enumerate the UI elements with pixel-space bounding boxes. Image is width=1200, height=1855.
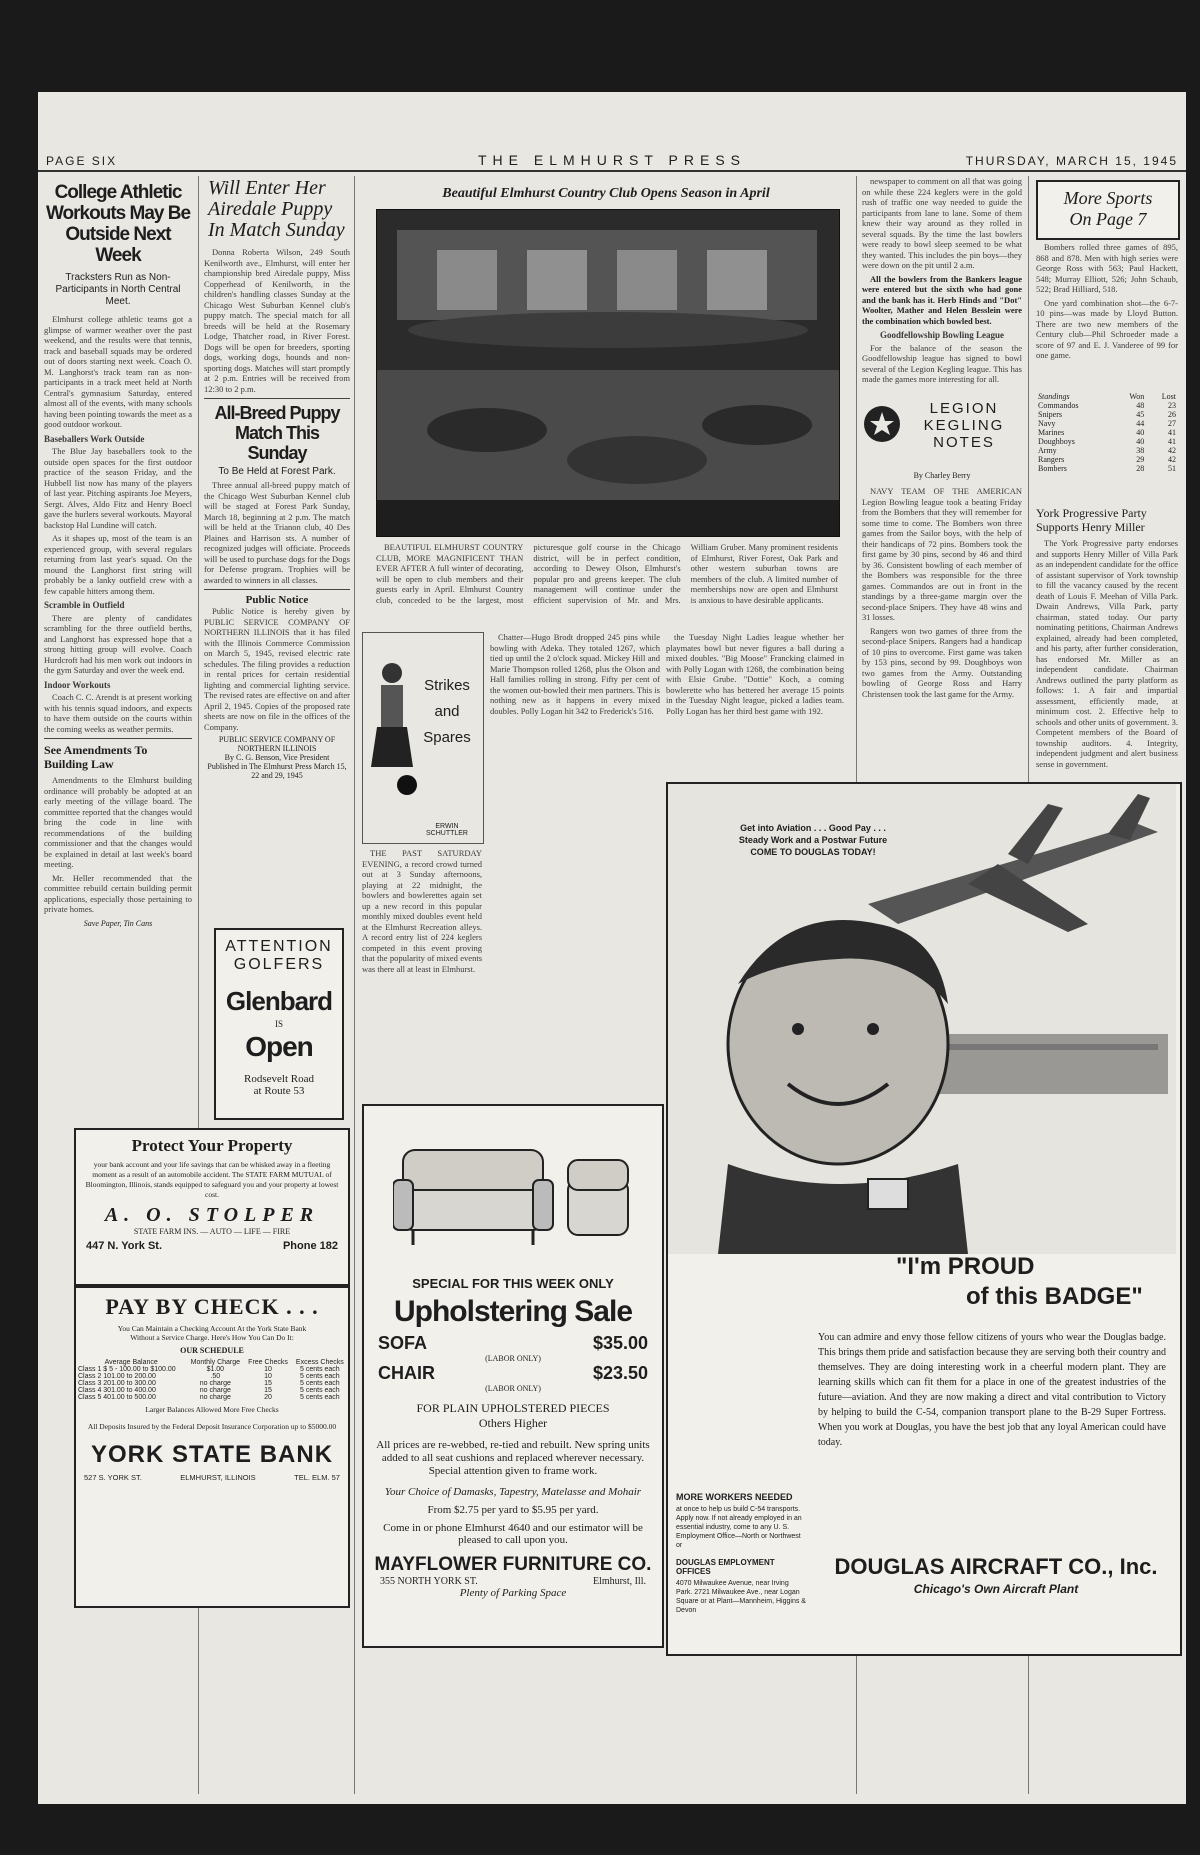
strikes-word: Strikes bbox=[424, 677, 470, 694]
article-paragraph: the Tuesday Night Ladies league whether her playmates bowl but never figures a ball during a mixed doubles. "Big Moose" Francking claimed in with Polly Logan with 1268, the combination being with Elsie Grube. "Dottie" Koch, a coming bowlerette who has bettered her average 15 points in the Tuesday Night league, picked a ladies team. Polly Logan has her third best game with 192. bbox=[666, 632, 844, 716]
puppy-articles bbox=[204, 176, 350, 921]
bank-phone: TEL. ELM. 57 bbox=[294, 1473, 340, 1482]
article-paragraph: The Blue Jay baseballers took to the outside open spaces for the first outdoor practice of the season Friday, and the Hubbell list now has many of the players of last year. Pitching aspirants Joe Meyers, Sergt. Alves, Aldo Fitz and Henry Boecl gave the hurlers several workouts. Mayoral backstop Hal Lundine will catch. bbox=[44, 446, 192, 530]
check-line-2: Without a Service Charge. Here's How You Can Do It: bbox=[130, 1333, 294, 1342]
article-subheading: Indoor Workouts bbox=[44, 679, 111, 690]
schedule-class: Class 3 201.00 to 300.00 bbox=[78, 1380, 156, 1387]
article-paragraph: As it shapes up, most of the team is an experienced group, with several regulars returning from last year's squad. On the mound the Langhorst first string will probably be a lanky outfield crew with a few capable hitters among them. bbox=[44, 533, 192, 596]
worker-portrait-icon bbox=[718, 920, 968, 1254]
article-paragraph: Amendments to the Elmhurst building ordinance will probably be adopted at an early meeting of the village board. The committee reported that the changes would bring the code in line with recommendations of the building commissioner and that the changes would be explained in detail at last week's board meeting. bbox=[44, 775, 192, 869]
schedule-free: 15 bbox=[264, 1380, 272, 1387]
team-lost: 41 bbox=[1168, 428, 1176, 437]
upholstery-details: All prices are re-webbed, re-tied and rebuilt. New spring units added to all seat cushions and replaced wherever necessary. Special attention given to frame work. bbox=[376, 1439, 650, 1477]
mayflower-address: 355 NORTH YORK ST. bbox=[380, 1576, 478, 1587]
schedule-excess: 5 cents each bbox=[300, 1387, 340, 1394]
photo-caption-text: Beautiful Elmhurst Country Club Opens Season in April bbox=[442, 186, 770, 201]
team-name: Army bbox=[1038, 446, 1057, 455]
article-paragraph: Coach C. C. Arendt is at present working with his tennis squad indoors, and expects to have them outside on the courts within the coming weeks as weather permits. bbox=[44, 692, 192, 734]
ad-glenbard: Glenbard bbox=[225, 986, 333, 1016]
spares-word: Spares bbox=[423, 729, 471, 746]
schedule-class: Class 5 401.00 to 500.00 bbox=[78, 1394, 156, 1401]
state-farm-ad bbox=[74, 1128, 350, 1286]
york-state-bank-ad bbox=[74, 1286, 350, 1608]
schedule-charge: no charge bbox=[199, 1387, 231, 1394]
sofa-price-row bbox=[364, 1333, 662, 1354]
ad-golfers: GOLFERS bbox=[233, 956, 325, 973]
article-subheading: Baseballers Work Outside bbox=[44, 433, 145, 444]
chair-price-row bbox=[364, 1363, 662, 1384]
team-won: 29 bbox=[1136, 455, 1145, 464]
strikes-column-text-2 bbox=[490, 632, 660, 912]
york-headline: York Progressive Party Supports Henry Miller bbox=[1036, 506, 1147, 534]
aviation-line-1: Get into Aviation . . . Good Pay . . . bbox=[740, 823, 886, 833]
divider bbox=[44, 738, 192, 739]
team-won: 28 bbox=[1136, 464, 1145, 473]
check-note: Larger Balances Allowed More Free Checks bbox=[145, 1405, 279, 1414]
team-won: 45 bbox=[1136, 410, 1145, 419]
team-lost: 27 bbox=[1168, 419, 1176, 428]
schedule-col: Average Balance bbox=[104, 1359, 158, 1366]
ad-open: Open bbox=[245, 1031, 313, 1062]
table-row bbox=[1036, 446, 1178, 455]
team-name: Doughboys bbox=[1038, 437, 1075, 446]
bank-name: YORK STATE BANK bbox=[90, 1441, 334, 1468]
fabric-choice-line: Your Choice of Damasks, Tapestry, Matelasse and Mohair bbox=[384, 1486, 642, 1498]
sofa-price: $35.00 bbox=[592, 1333, 648, 1353]
workers-heading: MORE WORKERS NEEDED bbox=[676, 1492, 793, 1502]
offices-body: 4070 Milwaukee Avenue, near Irving Park. 2721 Milwaukee Ave., near Logan Square or at Plant—Mannheim, Higgins & Devon bbox=[676, 1580, 806, 1614]
team-won: 48 bbox=[1136, 401, 1145, 410]
schedule-free: 20 bbox=[264, 1394, 272, 1401]
agent-name: A. O. STOLPER bbox=[104, 1204, 320, 1226]
country-club-photo bbox=[376, 209, 840, 537]
more-sports-box bbox=[1036, 180, 1180, 240]
labor-only-note: (LABOR ONLY) bbox=[485, 1354, 541, 1363]
team-name: Navy bbox=[1038, 419, 1056, 428]
article-headline: College Athletic Workouts May Be Outside Next Week bbox=[45, 182, 191, 266]
more-sports-page: On Page 7 bbox=[1069, 209, 1147, 229]
puppy-match-headline: All-Breed Puppy Match This Sunday bbox=[214, 403, 340, 463]
newspaper-page bbox=[38, 92, 1186, 1804]
team-won: 40 bbox=[1136, 428, 1145, 437]
team-won: 44 bbox=[1136, 419, 1145, 428]
factory-building-icon bbox=[928, 1034, 1168, 1094]
article-paragraph: There are plenty of candidates scrambling for the three outfield berths, and Langhorst has expressed hope that a strong hitting group will evolve. Coach Hurdcroft had his men work out indoors in the gym Saturday and over the week end. bbox=[44, 612, 192, 675]
schedule-charge: $1.00 bbox=[206, 1366, 225, 1373]
schedule-charge: no charge bbox=[199, 1380, 231, 1387]
article-subheading: Goodfellowship Bowling League bbox=[879, 330, 1005, 340]
team-lost: 51 bbox=[1168, 464, 1176, 473]
upholstering-sale-title: Upholstering Sale bbox=[393, 1295, 633, 1328]
schedule-excess: 5 cents each bbox=[300, 1380, 340, 1387]
phone-line: Come in or phone Elmhurst 4640 and our estimator will be pleased to call upon you. bbox=[383, 1522, 643, 1546]
mayflower-name: MAYFLOWER FURNITURE CO. bbox=[374, 1554, 652, 1575]
notice-signature: By C. G. Benson, Vice President bbox=[224, 753, 330, 762]
notice-publication: Published in The Elmhurst Press March 15, 22 and 29, 1945 bbox=[207, 762, 347, 780]
agent-contact-row bbox=[76, 1240, 348, 1252]
bowling-column bbox=[862, 176, 1022, 396]
public-notice-title: Public Notice bbox=[245, 594, 309, 606]
bank-address: 527 S. YORK ST. bbox=[84, 1473, 142, 1482]
schedule-class: Class 2 101.00 to 200.00 bbox=[78, 1373, 156, 1380]
article-paragraph: Elmhurst college athletic teams got a glimpse of warmer weather over the past weekend, and the results were that tennis, track and baseball squads may be ordered out of doors starting next week. Coach O. M. Langhorst's track team ran as non-participants in a track meet held at North Central's gymnasium Saturday, entered almost all of the events, with many schools having been pointing towards the meet as a good outdoor workout. bbox=[44, 314, 192, 429]
table-row bbox=[76, 1387, 348, 1394]
parking-line: Plenty of Parking Space bbox=[459, 1587, 567, 1599]
strikes-and-spares-logo bbox=[362, 632, 484, 844]
table-row bbox=[1036, 428, 1178, 437]
schedule-col: Free Checks bbox=[248, 1359, 288, 1366]
article-paragraph: Chatter—Hugo Brodt dropped 245 pins while bowling with Adeka. They totaled 1267, which tied up until the 2 o'clock squad. Mickey Hill and Marie Thompson rolled 1268, plus the Olson and Hall families rolling in strong. Fifty per cent of the women out-bowled their men partners. This is nothing new as it happens in every mixed doubles. Polly Logan hit 342 to Frederick's 516. bbox=[490, 632, 660, 716]
team-lost: 42 bbox=[1168, 455, 1176, 464]
sofa-label: SOFA bbox=[378, 1333, 428, 1353]
standings-col-won: Won bbox=[1129, 392, 1145, 401]
schedule-col: Excess Checks bbox=[295, 1359, 344, 1366]
article-paragraph: Mr. Heller recommended that the committee rebuild certain building permit applications, especially those pertaining to private homes. bbox=[44, 872, 192, 914]
table-row bbox=[1036, 410, 1178, 419]
legion-kegling-column bbox=[862, 486, 1022, 776]
mayflower-upholstery-ad bbox=[362, 1104, 664, 1648]
article-subheading: Scramble in Outfield bbox=[44, 600, 125, 610]
plain-pieces-line: FOR PLAIN UPHOLSTERED PIECES bbox=[416, 1401, 610, 1415]
schedule-free: 10 bbox=[264, 1366, 272, 1373]
table-row bbox=[1036, 464, 1178, 473]
legion-byline: By Charley Berry bbox=[913, 471, 971, 480]
table-row bbox=[1036, 401, 1178, 410]
workers-needed-box bbox=[676, 1492, 806, 1615]
strikes-column-text bbox=[362, 848, 482, 1098]
team-name: Marines bbox=[1038, 428, 1065, 437]
fdic-line: All Deposits Insured by the Federal Deposit Insurance Corporation up to $5000.00 bbox=[87, 1422, 337, 1431]
article-paragraph: Rangers won two games of three from the second-place Snipers. Rangers had a handicap of 10 pins to overcome. First game was taken by 153 pins, second by 99. Doughboys won two games from the Army. Outstanding bowling of George Ross and Harry Christensen took the last game for the Army. bbox=[862, 625, 1022, 699]
table-row bbox=[76, 1373, 348, 1380]
table-row bbox=[1036, 455, 1178, 464]
team-lost: 41 bbox=[1168, 437, 1176, 446]
article-paragraph: All the bowlers from the Bankers league were entered but the sixth who had gone and the bank has it. Herb Hinds and "Dot" Woolter, Mather and Helen Besslein were the combination which bowled best. bbox=[862, 273, 1022, 326]
building-law-headline: See Amendments To Building Law bbox=[44, 743, 148, 771]
proud-line-1: "I'm PROUD bbox=[896, 1253, 1035, 1280]
team-lost: 26 bbox=[1168, 410, 1176, 419]
page-number: PAGE SIX bbox=[46, 154, 118, 168]
proud-headline bbox=[876, 1252, 1176, 1312]
chair-price: $23.50 bbox=[592, 1363, 648, 1383]
check-line-1: You Can Maintain a Checking Account At the York State Bank bbox=[117, 1324, 307, 1333]
ad-attention: ATTENTION bbox=[225, 938, 333, 955]
table-row bbox=[76, 1366, 348, 1373]
divider bbox=[204, 589, 350, 590]
york-progressive-article bbox=[1036, 506, 1178, 776]
column-byline: ERWIN SCHUTTLER bbox=[425, 823, 468, 837]
agent-address: 447 N. York St. bbox=[86, 1240, 163, 1252]
legion-title-3: NOTES bbox=[933, 434, 995, 451]
chair-label: CHAIR bbox=[378, 1363, 435, 1383]
sofa-and-chair-illustration bbox=[393, 1120, 633, 1270]
article-paragraph: One yard combination shot—the 6-7-10 pins—was made by Lloyd Button. There are two new members of the Century club—Phil Schroeder made a score of 97 and E. J. Vanderee of 99 for one game. bbox=[1036, 297, 1178, 360]
agent-phone: Phone 182 bbox=[282, 1240, 338, 1252]
ad-route: at Route 53 bbox=[253, 1085, 305, 1097]
team-name: Commandos bbox=[1038, 401, 1079, 410]
public-notice-body: Public Notice is hereby given by PUBLIC SERVICE COMPANY OF NORTHERN ILLINOIS that it has filed with the Illinois Commerce Commission on March 5, 1945, revised electric rate schedules. The filing provides a reduction in rental prices for certain residential lighting and commercial lighting service. The revised rates are effective on and after April 2, 1945. Copies of the proposed rate sheets are now on file in the offices of the Company. bbox=[204, 606, 350, 732]
college-athletic-article bbox=[44, 176, 192, 1016]
schedule-charge: no charge bbox=[199, 1394, 231, 1401]
douglas-signature bbox=[818, 1554, 1174, 1596]
article-paragraph: newspaper to comment on all that was going on while these 224 keglers were in the gold rush of traffic one way needed to guide the participants from lane to lane. Some of them knew their way around as they rolled in several squads. By the time the last bowlers were ready to bowl sleep seemed to be what they wanted. This includes the pin boys—they were down on the pit until 2 a.m. bbox=[862, 176, 1022, 270]
price-range-line: From $2.75 per yard to $5.95 per yard. bbox=[427, 1504, 599, 1516]
article-subhead: Tracksters Run as Non-Participants in North Central Meet. bbox=[55, 272, 181, 307]
glenbard-golf-ad bbox=[214, 928, 344, 1120]
aviation-line-2: Steady Work and a Postwar Future bbox=[738, 835, 888, 845]
team-lost: 42 bbox=[1168, 446, 1176, 455]
standings-table bbox=[1036, 392, 1178, 502]
team-won: 40 bbox=[1136, 437, 1145, 446]
protect-title: Protect Your Property bbox=[131, 1136, 293, 1155]
bank-city: ELMHURST, ILLINOIS bbox=[180, 1473, 256, 1482]
aviation-line-3: COME TO DOUGLAS TODAY! bbox=[750, 847, 876, 857]
douglas-tagline: Chicago's Own Aircraft Plant bbox=[913, 1582, 1079, 1596]
offices-heading: DOUGLAS EMPLOYMENT OFFICES bbox=[676, 1558, 775, 1576]
table-row bbox=[1036, 437, 1178, 446]
others-higher-line: Others Higher bbox=[478, 1416, 548, 1430]
legion-title-1: LEGION bbox=[929, 400, 999, 417]
article-paragraph: Donna Roberta Wilson, 249 South Kenilworth ave., Elmhurst, will enter her championship bred Airedale puppy, Miss Copperhead of Kenilworth, in the children's handling classes Sunday at the Chicago West Suburban Kennel club's puppy match. The special match for all breeds will be held at the Rosemary Lodge, Thatcher road, in River Forest. Dogs will be open for breeders, sporting dogs, working dogs, hounds and non-sporting dogs. Matches will start promptly at 2 p.m. Entries will be received from 12:30 to 2 p.m. bbox=[204, 247, 350, 394]
team-lost: 23 bbox=[1168, 401, 1176, 410]
bank-address-row bbox=[76, 1473, 348, 1482]
and-word: and bbox=[434, 703, 460, 720]
legion-emblem-icon bbox=[862, 404, 902, 444]
article-paragraph: NAVY TEAM OF THE AMERICAN Legion Bowling league took a beating Friday from the Bombers that they will remember for some time to come. The Bombers won three games from the Sailor boys, with the help of their handicaps of 72 pins. Bombers took the first game by 30 pins, second by 46 and third by 36. Consistent bowling of each member of the Bombers was responsible for the three games. Commandos are out in front in the standings by a three-game margin over the second-place Snipers. They have 48 wins and 31 losses. bbox=[862, 486, 1022, 622]
labor-only-note: (LABOR ONLY) bbox=[485, 1384, 541, 1393]
column-rule bbox=[354, 176, 355, 1794]
table-row bbox=[1036, 419, 1178, 428]
table-row bbox=[76, 1394, 348, 1401]
douglas-aircraft-ad bbox=[666, 782, 1182, 1656]
divider bbox=[204, 398, 350, 399]
article-paragraph: For the balance of the season the Goodfellowship league has signed to bowl several of the Legion Kegling league. This has made the games more interesting for all. bbox=[862, 342, 1022, 384]
schedule-class: Class 1 $ 5 - 100.00 to $100.00 bbox=[78, 1366, 176, 1373]
agent-lines: STATE FARM INS. — AUTO — LIFE — FIRE bbox=[133, 1227, 291, 1236]
douglas-company-name: DOUGLAS AIRCRAFT CO., Inc. bbox=[834, 1554, 1158, 1579]
douglas-body: You can admire and envy those fellow citizens of yours who wear the Douglas badge. This brings them pride and satisfaction because they are serving both their country and themselves. They are doing interesting work in a cheerful modern plant. They are learning skills which can fit them for a place in one of the greatest industries of the future—aviation. And they are now making a direct and vital contribution to Victory by helping to build the C-54, companion transport plane to the B-29 Super Fortress. When you work at Douglas, you have the best job that any loyal American could have today. bbox=[818, 1332, 1166, 1448]
schedule-heading: OUR SCHEDULE bbox=[180, 1346, 244, 1355]
masthead bbox=[38, 150, 1186, 172]
legion-kegling-header bbox=[862, 398, 1022, 482]
more-sports-line: More Sports bbox=[1063, 188, 1153, 208]
article-paragraph: Three annual all-breed puppy match of the Chicago West Suburban Kennel club will be staged at Forest Park Sunday, March 18, beginning at 2 p.m. The match will be held at the Trianon club, 40 Des Plaines and Harrison sts. A number of recognized judges will officiate. Proceeds will be used to purchase dogs for the Dogs for Defense program. Trophies will be awarded to winners in all classes. bbox=[204, 480, 350, 585]
mayflower-city: Elmhurst, Ill. bbox=[592, 1576, 646, 1587]
notice-company: PUBLIC SERVICE COMPANY OF NORTHERN ILLINOIS bbox=[218, 735, 336, 753]
standings-col-lost: Lost bbox=[1161, 392, 1176, 401]
special-week-banner: SPECIAL FOR THIS WEEK ONLY bbox=[412, 1276, 614, 1291]
filler-line: Save Paper, Tin Cans bbox=[83, 918, 153, 928]
photo-caption bbox=[362, 184, 850, 204]
team-name: Snipers bbox=[1038, 410, 1062, 419]
schedule-charge: .50 bbox=[210, 1373, 221, 1380]
aviation-callout bbox=[728, 822, 898, 858]
schedule-col: Monthly Charge bbox=[190, 1359, 241, 1366]
bowling-results-column bbox=[1036, 242, 1178, 392]
bowler-figure-icon bbox=[367, 657, 417, 807]
standings-heading: Standings bbox=[1038, 392, 1070, 401]
issue-date: THURSDAY, MARCH 15, 1945 bbox=[965, 154, 1178, 168]
schedule-free: 15 bbox=[264, 1387, 272, 1394]
charge-schedule-table bbox=[76, 1359, 348, 1401]
protect-body: your bank account and your life savings that can be whisked away in a fleeting moment as a result of an automobile accident. The STATE FARM MUTUAL of Bloomington, Illinois, stands equipped to safeguard you and your property at lowest cost. bbox=[85, 1160, 339, 1199]
team-won: 38 bbox=[1136, 446, 1145, 455]
proud-line-2: of this BADGE" bbox=[966, 1283, 1143, 1310]
legion-title-2: KEGLING bbox=[923, 417, 1005, 434]
country-club-story bbox=[376, 542, 838, 622]
schedule-class: Class 4 301.00 to 400.00 bbox=[78, 1387, 156, 1394]
workers-body: at once to help us build C-54 transports. Apply now. If not already employed in an essential industry, come to any U. S. Employment Office—North or Northwest or bbox=[676, 1506, 802, 1549]
article-paragraph: THE PAST SATURDAY EVENING, a record crowd turned out at 3 Sunday afternoons, playing at 22 midnight, the bowlers and bowlerettes again set up a new record in this popular monthly mixed doubles event held at the Elmhurst Recreation alleys. A record entry list of 224 keglers competed in this event proving that the popularity of mixed events was there all at least in Elmhurst. bbox=[362, 848, 482, 974]
ad-is: IS bbox=[274, 1019, 283, 1029]
ad-address: Rodsevelt Road bbox=[244, 1073, 314, 1085]
team-name: Rangers bbox=[1038, 455, 1065, 464]
mayflower-address-row bbox=[364, 1576, 662, 1587]
airedale-headline: Will Enter Her Airedale Puppy In Match Sunday bbox=[208, 177, 345, 241]
schedule-excess: 5 cents each bbox=[300, 1366, 340, 1373]
pay-by-check-title: PAY BY CHECK . . . bbox=[105, 1294, 319, 1319]
article-paragraph: BEAUTIFUL ELMHURST COUNTRY CLUB, MORE MAGNIFICENT THAN EVER AFTER A full winter of decorating, will be open to club members and their guests early in April. Elmhurst Country club, conceded to be the largest, most picturesque golf course in the Chicago district, will be in perfect condition, according to Dewey Olson, Elmhurst's popular pro and greens keeper. The club management will continue under the efficient supervision of Mr. and Mrs. William Gruber. Many prominent residents of Elmhurst, River Forest, Oak Park and other western suburban towns are members of the club. A limited number of memberships now are open and Elmhurst is anxious to have desirable applicants. bbox=[376, 542, 838, 605]
team-name: Bombers bbox=[1038, 464, 1067, 473]
schedule-free: 10 bbox=[264, 1373, 272, 1380]
table-row bbox=[76, 1380, 348, 1387]
clubhouse-interior-image bbox=[377, 210, 839, 536]
article-paragraph: The York Progressive party endorses and supports Henry Miller of Villa Park as an independent candidate for the office of assistant supervisor of York township to fill the vacancy caused by the recent death of Louis F. Meehan of Villa Park. Dwain Andrews, Villa Park, party chairman, stated today. Our party nominating petitions, Chairman Andrews explained, already had been completed, and his party, after further consideration, has endorsed Mr. Miller as an independent candidate. Chairman Andrews outlined the party platform as follows: 1. A fair and impartial assessment, efficiently made, at minimum cost. 2. Effective help to schools and other units of government. 3. Competent members of the Board of township auditors. 4. Integrity, independent judgment and alert business sense in government. bbox=[1036, 538, 1178, 769]
newspaper-name: THE ELMHURST PRESS bbox=[478, 152, 746, 168]
article-paragraph: Bombers rolled three games of 895, 868 and 878. Men with high series were George Ross with 563; Paul Hackett, 548; Murray Elliott, 526; John Schaub, 522; Brad Hilliard, 518. bbox=[1036, 242, 1178, 294]
schedule-excess: 5 cents each bbox=[300, 1373, 340, 1380]
schedule-excess: 5 cents each bbox=[300, 1394, 340, 1401]
puppy-match-subhead: To Be Held at Forest Park. bbox=[218, 466, 336, 477]
